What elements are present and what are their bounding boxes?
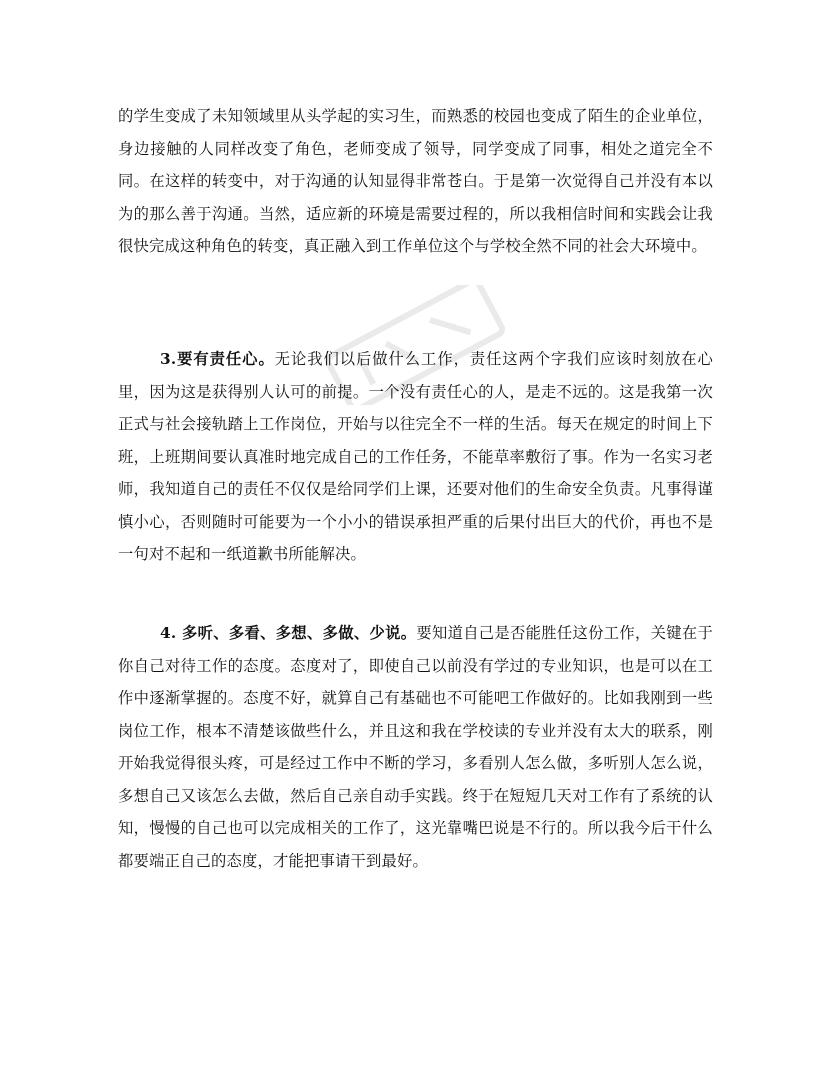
paragraph-text: 无论我们以后做什么工作，责任这两个字我们应该时刻放在心里，因为这是获得别人认可的前提。一个没有责任心的人，是走不远的。这是我第一次正式与社会接轨踏上工作岗位，开始与以往完全不一样的生活。每天在规定的时间上下班，上班期间要认真准时地完成自己的工作任务，不能草率敷衍了事。作为一名实习老师，我知道自己的责任不仅仅是给同学们上课，还要对他们的生命安全负责。凡事得谨慎小心，否则随时可能要为一个小小的错误承担严重的后果付出巨大的代价，再也不是一句对不起和一纸道歉书所能解决。 <box>118 350 713 563</box>
paragraph-role-change <box>118 100 713 263</box>
paragraph-responsibility <box>118 343 713 571</box>
paragraph-text: 要知道自己是否能胜任这份工作，关键在于你自己对待工作的态度。态度对了，即使自己以前没有学过的专业知识，也是可以在工作中逐渐掌握的。态度不好，就算自己有基础也不可能吧工作做好的。比如我刚到一些岗位工作，根本不清楚该做些什么，并且这和我在学校读的专业并没有太大的联系，刚开始我觉得很头疼，可是经过工作中不断的学习，多看别人怎么做，多听别人怎么说，多想自己又该怎么去做，然后自己亲自动手实践。终于在短短几天对工作有了系统的认知，慢慢的自己也可以完成相关的工作了，这光靠嘴巴说是不行的。所以我今后干什么都要端正自己的态度，才能把事请干到最好。 <box>118 624 713 870</box>
paragraph-heading: 3.要有责任心。 <box>160 350 275 368</box>
paragraph-heading: 4. 多听、多看、多想、多做、少说。 <box>160 624 417 642</box>
paragraph-listen-more <box>118 617 713 877</box>
paragraph-text: 的学生变成了未知领域里从头学起的实习生，而熟悉的校园也变成了陌生的企业单位，身边接触的人同样改变了角色，老师变成了领导，同学变成了同事，相处之道完全不同。在这样的转变中，对于沟通的认知显得非常苍白。于是第一次觉得自己并没有本以为的那么善于沟通。当然，适应新的环境是需要过程的，所以我相信时间和实践会让我很快完成这种角色的转变，真正融入到工作单位这个与学校全然不同的社会大环境中。 <box>118 107 713 255</box>
